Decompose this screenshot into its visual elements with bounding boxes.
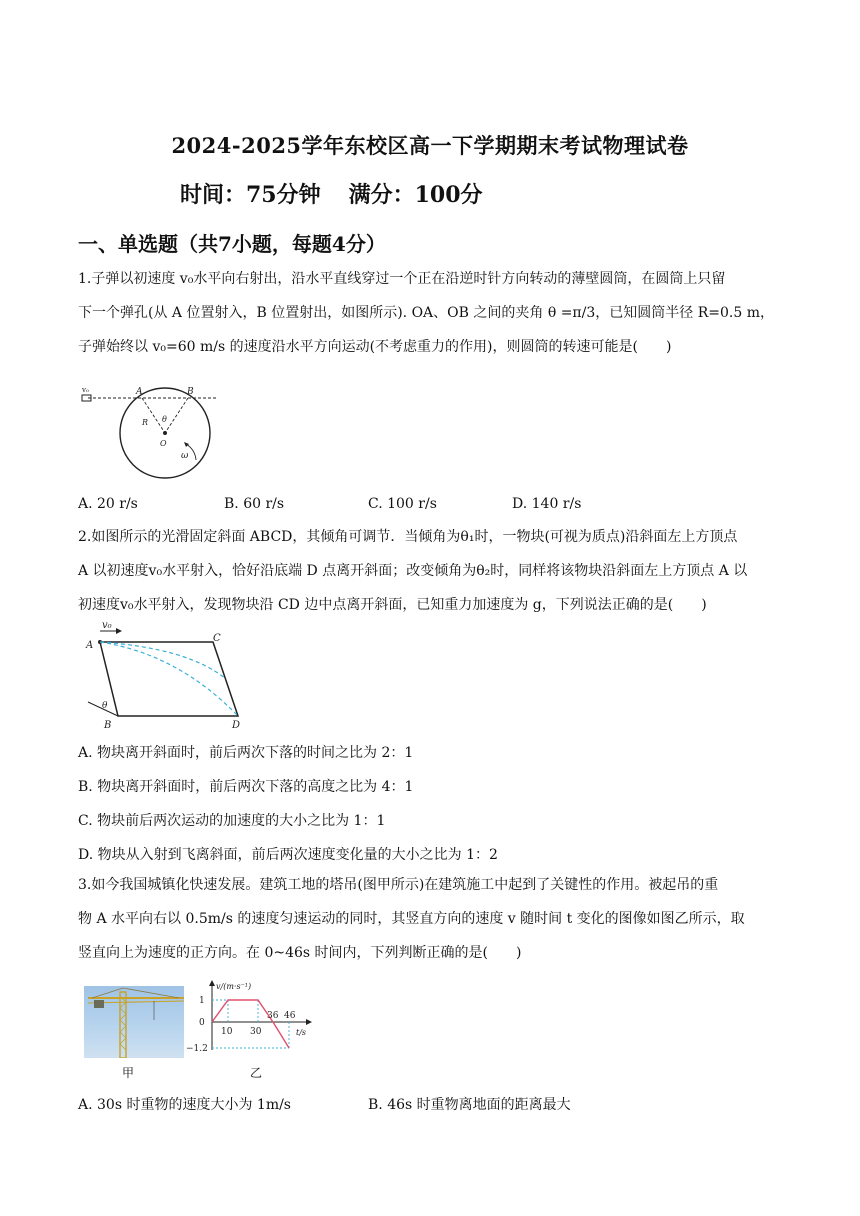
q2-line-3: 初速度v₀水平射入，发现物块沿 CD 边中点离开斜面，已知重力加速度为 g，下列说法正确的是( ) xyxy=(78,597,707,613)
q2-option-b: B. 物块离开斜面时，前后两次下落的高度之比为 4：1 xyxy=(78,779,414,795)
q2-line-1: 2.如图所示的光滑固定斜面 ABCD，其倾角可调节．当倾角为θ₁时，一物块(可视为质点)沿斜面左上方顶点 xyxy=(78,529,738,545)
crane-image xyxy=(84,986,184,1058)
question-1-text xyxy=(78,262,790,364)
graph-tick-x36: 36 xyxy=(267,1011,279,1021)
q1-option-d: D. 140 r/s xyxy=(512,496,582,512)
fig-label-yi: 乙 xyxy=(250,1066,263,1080)
q1-line-3: 子弹始终以 v₀=60 m/s 的速度沿水平方向运动(不考虑重力的作用)，则圆筒的转速可能是( ) xyxy=(78,339,672,355)
q2-label-C: C xyxy=(213,633,221,644)
q2-line-2: A 以初速度v₀水平射入，恰好沿底端 D 点离开斜面；改变倾角为θ₂时，同样将该物块沿斜面左上方顶点 A 以 xyxy=(78,563,748,579)
exam-title: 2024-2025学年东校区高一下学期期末考试物理试卷 xyxy=(171,133,689,158)
graph-tick-x30: 30 xyxy=(250,1027,262,1037)
q1-label-A: A xyxy=(136,387,143,397)
q2-option-a: A. 物块离开斜面时，前后两次下落的时间之比为 2：1 xyxy=(78,745,414,761)
q1-figure xyxy=(78,382,238,488)
q1-label-theta: θ xyxy=(162,415,167,424)
q3-line-1: 3.如今我国城镇化快速发展。建筑工地的塔吊(图甲所示)在建筑施工中起到了关键性的作用。被起吊的重 xyxy=(78,877,719,893)
exam-info xyxy=(180,178,483,209)
graph-tick-x10: 10 xyxy=(221,1027,233,1037)
crane-photo xyxy=(84,986,184,1058)
graph-ylabel: v/(m·s⁻¹) xyxy=(216,982,252,991)
q3-option-a: A. 30s 时重物的速度大小为 1m/s xyxy=(78,1097,291,1113)
graph-tick-yneg: −1.2 xyxy=(186,1044,208,1052)
exam-score: 满分：100分 xyxy=(348,182,483,208)
graph-xlabel: t/s xyxy=(296,1028,307,1037)
q3-line-3: 竖直向上为速度的正方向。在 0~46s 时间内，下列判断正确的是( ) xyxy=(78,945,522,961)
q2-label-A: A xyxy=(86,640,94,651)
q2-option-d: D. 物块从入射到飞离斜面，前后两次速度变化量的大小之比为 1：2 xyxy=(78,847,498,863)
q1-option-a: A. 20 r/s xyxy=(78,496,138,512)
q2-option-c: C. 物块前后两次运动的加速度的大小之比为 1：1 xyxy=(78,813,386,829)
q2-v0-label: v₀ xyxy=(102,620,112,631)
question-2-text xyxy=(78,520,790,622)
fig-label-jia: 甲 xyxy=(122,1066,135,1080)
q1-options xyxy=(78,496,778,512)
section-heading: 一、单选题（共7小题，每题4分） xyxy=(78,232,386,256)
q3-options xyxy=(78,1094,778,1114)
q1-label-R: R xyxy=(142,418,149,427)
q2-label-D: D xyxy=(232,720,241,731)
q1-v0-label: v₀ xyxy=(82,386,89,394)
q3-line-2: 物 A 水平向右以 0.5m/s 的速度匀速运动的同时，其竖直方向的速度 v 随时间 t 变化的图像如图乙所示，取 xyxy=(78,911,745,927)
q1-line-1: 1.子弹以初速度 v₀水平向右射出，沿水平直线穿过一个正在沿逆时针方向转动的薄壁圆筒，在圆筒上只留 xyxy=(78,271,726,287)
question-3-text xyxy=(78,868,790,970)
q3-option-b: B. 46s 时重物离地面的距离最大 xyxy=(368,1097,571,1113)
q1-line-2: 下一个弹孔(从 A 位置射入，B 位置射出，如图所示). OA、OB 之间的夹角 θ =π/3，已知圆筒半径 R=0.5 m， xyxy=(78,305,774,321)
q2-figure xyxy=(78,618,253,734)
q1-option-c: C. 100 r/s xyxy=(368,496,437,512)
q2-label-theta: θ xyxy=(102,701,108,711)
graph-tick-y0: 0 xyxy=(199,1018,205,1028)
q1-label-B: B xyxy=(187,387,194,397)
q1-label-O: O xyxy=(160,439,167,448)
q2-label-B: B xyxy=(104,720,112,731)
graph-tick-x46: 46 xyxy=(284,1011,296,1021)
q3-vt-graph xyxy=(186,980,326,1052)
q1-label-omega: ω xyxy=(181,451,189,461)
exam-time: 时间：75分钟 xyxy=(180,182,321,208)
graph-tick-y1: 1 xyxy=(199,996,205,1006)
q1-option-b: B. 60 r/s xyxy=(224,496,285,512)
